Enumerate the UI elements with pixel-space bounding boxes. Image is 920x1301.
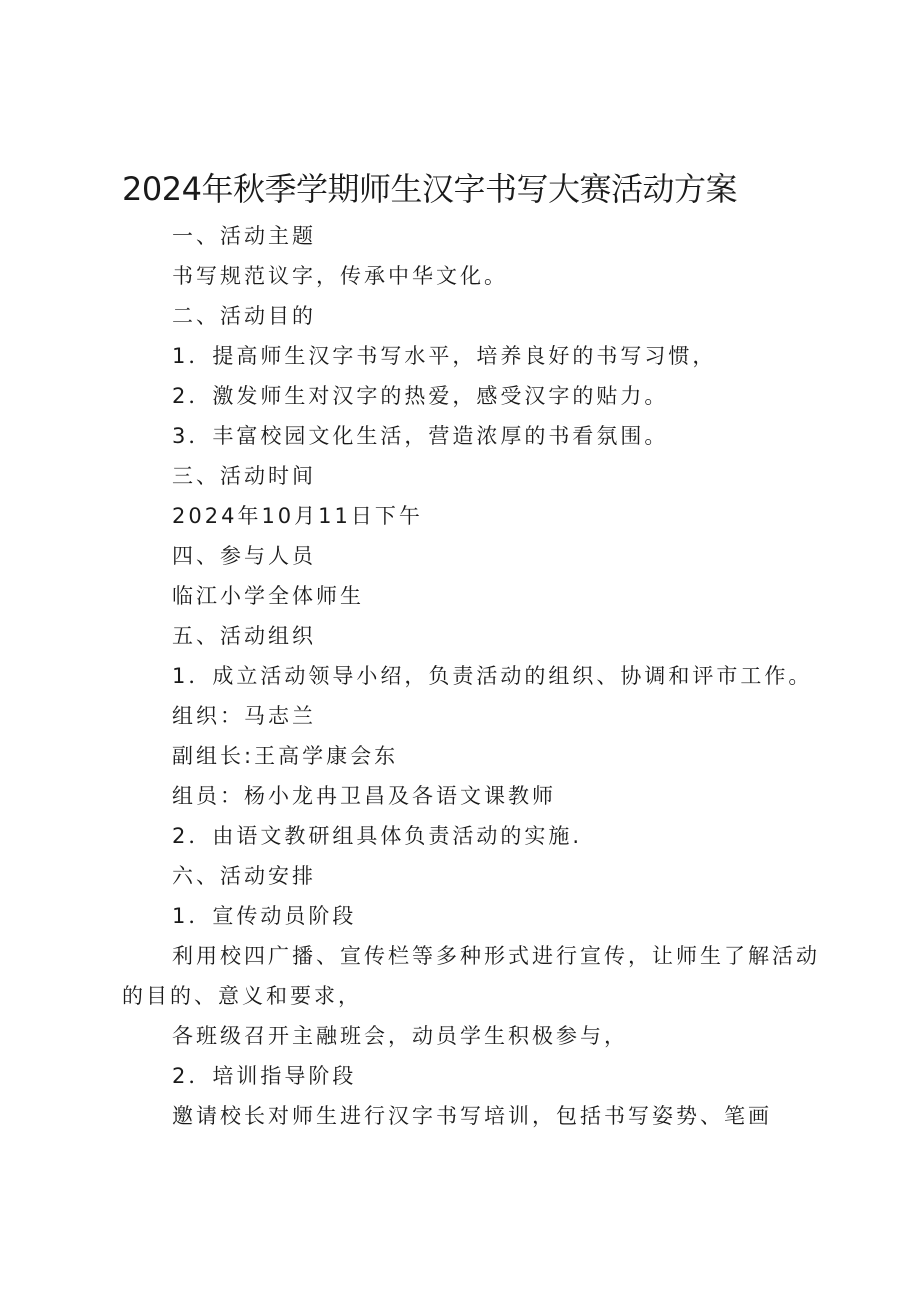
paragraph-line: 各班级召开主融班会，动员学生积极参与， [172,1024,628,1048]
paragraph-line: 副组长:王高学康会东 [172,744,399,768]
list-item: 2．培训指导阶段 [172,1064,357,1088]
paragraph-line: 临江小学全体师生 [172,584,364,608]
paragraph-line: 书写规范议字，传承中华文化。 [172,264,508,288]
paragraph-line: 的目的、意义和要求， [122,984,362,1008]
section-heading-purpose: 二、活动目的 [172,304,316,328]
list-item: 3．丰富校园文化生活，营造浓厚的书看氛围。 [172,424,669,448]
section-heading-time: 三、活动时间 [172,464,316,488]
document-title: 2024年秋季学期师生汉字书写大赛活动方案 [122,170,737,208]
paragraph-line: 组员：杨小龙冉卫昌及各语文课教师 [172,784,556,808]
paragraph-line: 组织：马志兰 [172,704,316,728]
list-item: 2．激发师生对汉字的热爱，感受汉字的贴力。 [172,384,669,408]
section-heading-organization: 五、活动组织 [172,624,316,648]
list-item: 1．提高师生汉字书写水平，培养良好的书写习惯， [172,344,717,368]
section-heading-theme: 一、活动主题 [172,224,316,248]
document-body [122,216,820,1136]
list-item: 1．成立活动领导小绍，负责活动的组织、协调和评市工作。 [172,664,813,688]
section-heading-arrangement: 六、活动安排 [172,864,316,888]
list-item: 2．由语文教研组具体负责活动的实施. [172,824,583,848]
paragraph-line: 2024年10月11日下午 [172,504,423,528]
list-item: 1．宣传动员阶段 [172,904,357,928]
paragraph-line: 利用校四广播、宣传栏等多种形式进行宣传，让师生了解活动 [172,944,820,968]
section-heading-participants: 四、参与人员 [172,544,316,568]
paragraph-line: 邀请校长对师生进行汉字书写培训，包括书写姿势、笔画 [172,1104,772,1128]
